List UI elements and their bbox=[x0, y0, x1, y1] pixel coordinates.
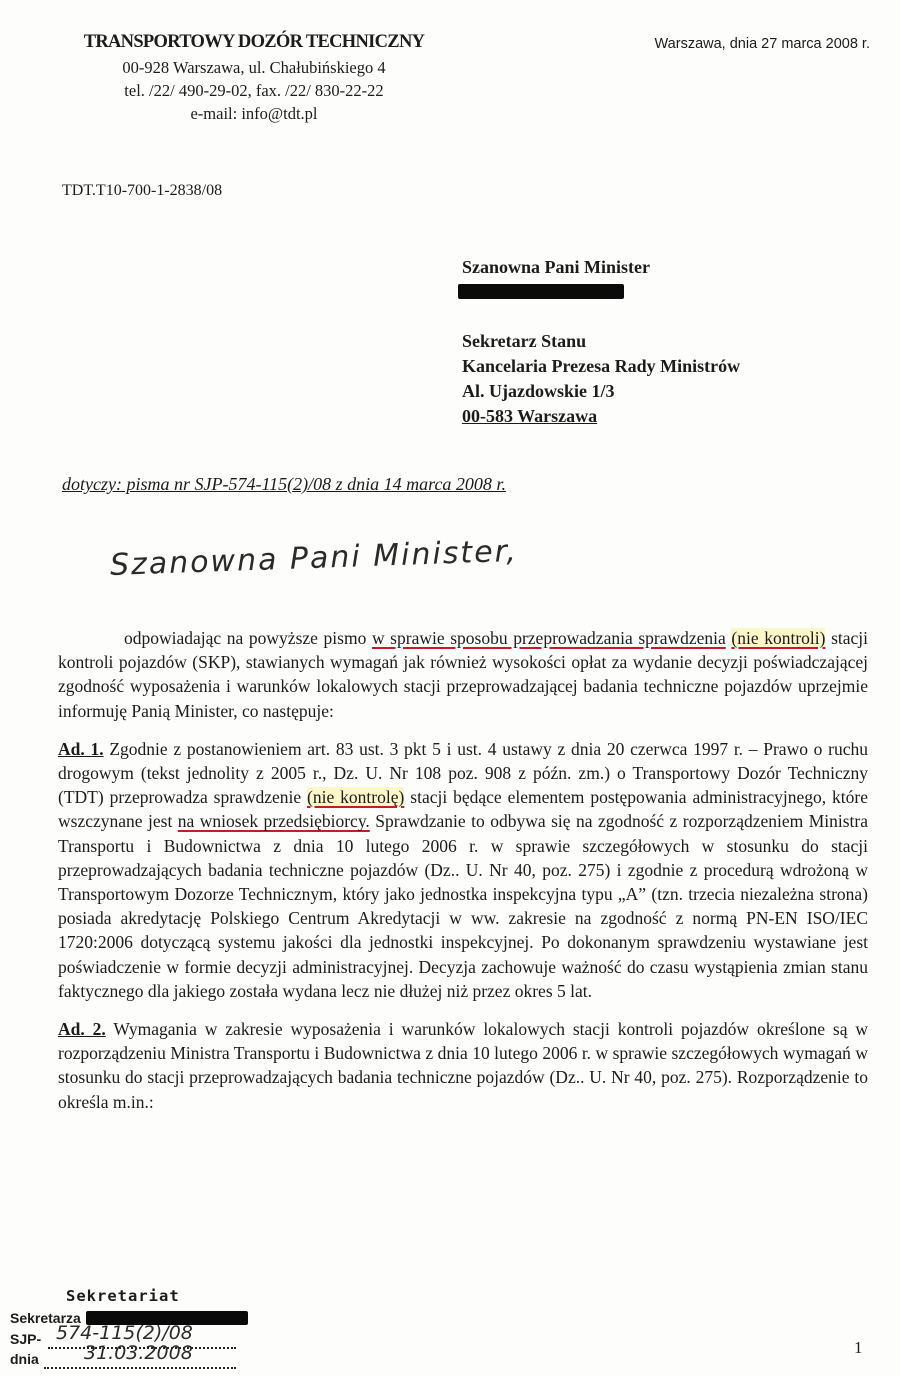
highlighted-phrase: (nie kontrolę) bbox=[307, 787, 405, 808]
stamp-dotted-line bbox=[44, 1366, 236, 1369]
organization-address: 00-928 Warszawa, ul. Chałubińskiego 4 bbox=[122, 58, 386, 77]
organization-email: e-mail: info@tdt.pl bbox=[190, 104, 318, 123]
date-line: Warszawa, dnia 27 marca 2008 r. bbox=[654, 36, 870, 52]
stamp-title: Sekretariat bbox=[66, 1287, 180, 1305]
reference-number: TDT.T10-700-1-2838/08 bbox=[62, 182, 223, 199]
stamp-label-secretary: Sekretarza bbox=[10, 1310, 81, 1326]
letter-body bbox=[58, 626, 868, 1114]
highlighted-phrase: (nie kontroli) bbox=[731, 628, 826, 648]
ad1-text-cont: stacji będące elementem postępowania administracyjnego, które wszczynane jest bbox=[58, 787, 869, 832]
underlined-phrase: na wniosek przedsiębiorcy. bbox=[177, 811, 370, 832]
intro-text: odpowiadając na powyższe pismo bbox=[124, 628, 372, 648]
underlined-phrase: w sprawie sposobu przeprowadzania sprawdzenia bbox=[371, 628, 726, 648]
ad1-heading: Ad. 1. bbox=[58, 738, 104, 759]
stamp-label-case: SJP- bbox=[10, 1331, 42, 1347]
subject-line: dotyczy: pisma nr SJP-574-115(2)/08 z dnia 14 marca 2008 r. bbox=[62, 474, 506, 494]
organization-name: TRANSPORTOWY DOZÓR TECHNICZNY bbox=[83, 32, 425, 52]
handwritten-salutation: Szanowna Pani Minister, bbox=[109, 533, 519, 583]
ad1-text-end: Sprawdzanie to odbywa się na zgodność z rozporządzeniem Ministra Transportu i Budownictwa z dnia 10 lutego 2006 r. w sprawie szczegółowych w stosunku do stacji przeprowadzających badania techniczne pojazdów (Dz.. U. Nr 40, poz. 275) i zgodnie z procedurą wdrożoną w Transportowym Dozorze Technicznym, który jako jednostka inspekcyjna typu „A” (tzn. trzecia niezależna strona) posiada akredytację Polskiego Centrum Akredytacji w ww. zakresie na zgodność z normą PN-EN ISO/IEC 1720:2006 dotyczącą systemu jakości dla jednostki inspekcyjnej. Po dokonanym sprawdzeniu wystawiane jest poświadczenie w formie decyzji administracyjnej. Decyzja zachowuje ważność do czasu wystąpienia zmian stanu faktycznego dla jakiego została wydana lecz nie dłużej niż przez okres 5 lat. bbox=[58, 811, 869, 1001]
stamp-date: 31.03.2008 bbox=[84, 1342, 193, 1364]
page-number: 1 bbox=[854, 1338, 863, 1357]
recipient-salutation: Szanowna Pani Minister bbox=[462, 257, 651, 277]
recipient-title: Sekretarz Stanu bbox=[462, 331, 587, 351]
ad1-paragraph bbox=[58, 737, 868, 1003]
organization-phones: tel. /22/ 490-29-02, fax. /22/ 830-22-22 bbox=[124, 81, 384, 100]
stamp-label-date: dnia bbox=[10, 1351, 39, 1367]
stamp-case-number: 574-115(2)/08 bbox=[56, 1322, 193, 1344]
ad2-paragraph bbox=[58, 1017, 868, 1114]
recipient-city: 00-583 Warszawa bbox=[462, 406, 598, 426]
redaction-bar bbox=[458, 284, 624, 299]
intro-text-cont: stacji kontroli pojazdów (SKP), stawianych wymagań jak również wysokości opłat za wydanie decyzji poświadczającej zgodność wyposażenia i warunków lokalowych stacji przeprowadzającej badania techniczne pojazdów uprzejmie informuję Panią Minister, co następuje: bbox=[58, 628, 869, 721]
recipient-street: Al. Ujazdowskie 1/3 bbox=[462, 381, 615, 401]
recipient-office: Kancelaria Prezesa Rady Ministrów bbox=[462, 356, 741, 376]
ad1-text: Zgodnie z postanowieniem art. 83 ust. 3 pkt 5 i ust. 4 ustawy z dnia 20 czerwca 1997 r. – Prawo o ruchu drogowym (tekst jednolity z 2005 r., Dz. U. Nr 108 poz. 908 z późn. zm.) o Transportowy Dozór Techniczny (TDT) przeprowadza sprawdzenie bbox=[58, 738, 869, 808]
ad2-heading: Ad. 2. bbox=[58, 1019, 106, 1040]
ad2-text: Wymagania w zakresie wyposażenia i warunków lokalowych stacji kontroli pojazdów określone są w rozporządzeniu Ministra Transportu i Budownictwa z dnia 10 lutego 2006 r. w sprawie szczegółowych wymagań w stosunku do stacji przeprowadzających badania techniczne pojazdów (Dz.. U. Nr 40, poz. 275). Rozporządzenie to określa m.in.: bbox=[58, 1019, 868, 1112]
intro-paragraph bbox=[58, 626, 868, 723]
